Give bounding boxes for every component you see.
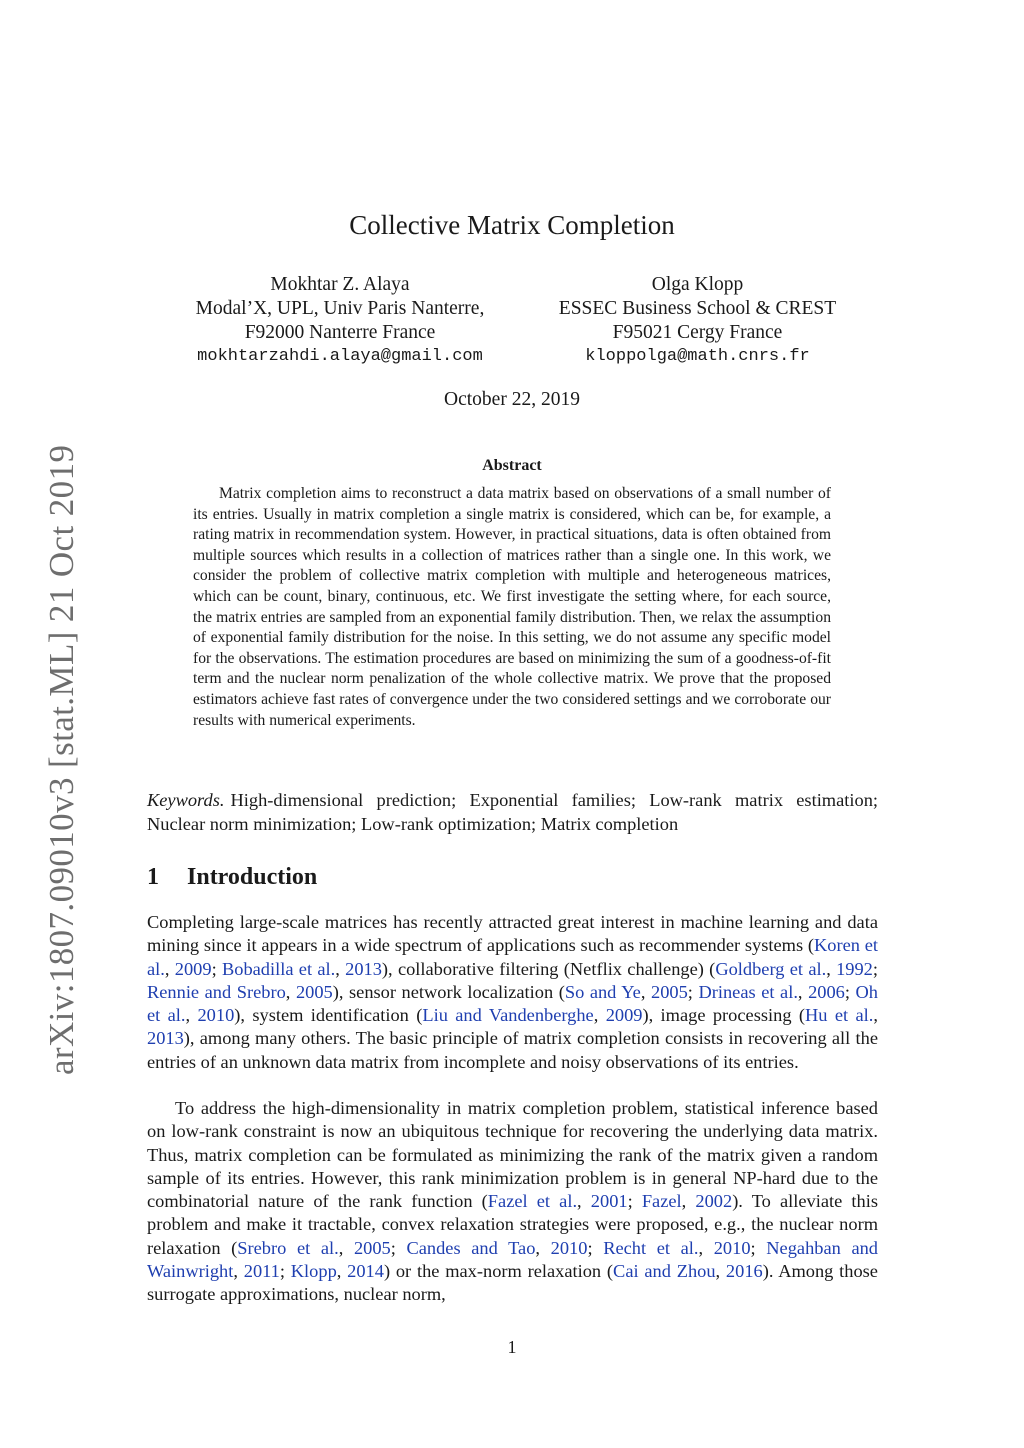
body-paragraph bbox=[147, 911, 878, 1074]
keywords-label: Keywords. bbox=[147, 790, 225, 810]
paragraph-text: ), among many others. The basic principle of matrix completion consists in recovering all the entries of an unknown data matrix from incomplete and noisy observations of its entries. bbox=[147, 1028, 878, 1072]
citation-link[interactable]: 2005 bbox=[353, 1237, 391, 1258]
paragraph-text: , bbox=[797, 981, 809, 1002]
citation-link[interactable]: 2011 bbox=[243, 1261, 280, 1282]
citation-link[interactable]: 2014 bbox=[347, 1261, 384, 1282]
citation-link[interactable]: Bobadilla et al. bbox=[221, 958, 336, 979]
section-title: Introduction bbox=[187, 864, 318, 890]
paragraph-text: To address the high-dimensionality in matrix completion problem, statistical inference based on low-rank constraint is now an ubiquitous technique for recovering the underlying data matrix. Thus, matrix completion can be formulated as minimizing the rank of the matrix given a random sample of its entries. However, this rank minimization problem is in general NP-hard due to the combinatorial nature of the rank function ( bbox=[147, 1098, 878, 1212]
paragraph-text: ; bbox=[750, 1237, 767, 1258]
paragraph-text: , bbox=[233, 1261, 244, 1282]
citation-link[interactable]: 2002 bbox=[695, 1191, 733, 1212]
citation-link[interactable]: Oh et al. bbox=[147, 981, 879, 1026]
paragraph-text: ) or the max-norm relaxation ( bbox=[383, 1261, 614, 1282]
author-name: Mokhtar Z. Alaya bbox=[270, 274, 410, 295]
citation-link[interactable]: 2013 bbox=[147, 1028, 184, 1049]
citation-link[interactable]: Rennie and Srebro bbox=[147, 981, 286, 1002]
citation-link[interactable]: Recht et al. bbox=[603, 1237, 699, 1258]
paragraph-text: ; bbox=[211, 958, 222, 979]
paragraph-text: ; bbox=[627, 1191, 642, 1212]
paragraph-text: ; bbox=[279, 1261, 291, 1282]
citation-link[interactable]: Negahban and Wainwright bbox=[147, 1237, 878, 1282]
page-number: 1 bbox=[507, 1337, 517, 1357]
paragraph-text: , bbox=[715, 1261, 726, 1282]
author-address: F92000 Nanterre France bbox=[244, 322, 436, 343]
paragraph-text: , bbox=[640, 981, 652, 1002]
citation-link[interactable]: 2013 bbox=[345, 958, 382, 979]
paragraph-text: , bbox=[336, 1261, 348, 1282]
citation-link[interactable]: Hu et al. bbox=[805, 1005, 874, 1026]
paragraph-text: ; bbox=[687, 981, 699, 1002]
author-affiliation: ESSEC Business School & CREST bbox=[558, 298, 837, 319]
paper-title: Collective Matrix Completion bbox=[349, 210, 675, 240]
paragraph-text: ), sensor network localization ( bbox=[332, 981, 565, 1002]
paragraph-text: , bbox=[164, 958, 175, 979]
paragraph-text: , bbox=[338, 1237, 354, 1258]
paragraph-text: , bbox=[185, 1005, 198, 1026]
paragraph-text: , bbox=[826, 958, 837, 979]
paragraph-text: ; bbox=[844, 981, 856, 1002]
author-email[interactable]: mokhtarzahdi.alaya@gmail.com bbox=[197, 347, 483, 366]
paragraph-text: , bbox=[535, 1237, 551, 1258]
citation-link[interactable]: 2005 bbox=[295, 981, 333, 1002]
citation-link[interactable]: Liu and Vandenberghe bbox=[422, 1005, 594, 1026]
paragraph-text: , bbox=[285, 981, 296, 1002]
citation-link[interactable]: Cai and Zhou bbox=[613, 1261, 716, 1282]
citation-link[interactable]: Goldberg et al. bbox=[715, 958, 827, 979]
keywords-text: High-dimensional prediction; Exponential families; Low-rank matrix estimation; Nuclear norm minimization; Low-rank optimization; Matrix completion bbox=[147, 790, 878, 834]
citation-link[interactable]: 2006 bbox=[808, 981, 845, 1002]
citation-link[interactable]: 2009 bbox=[174, 958, 212, 979]
author-email[interactable]: kloppolga@math.cnrs.fr bbox=[585, 347, 810, 366]
citation-link[interactable]: So and Ye bbox=[564, 981, 641, 1002]
paragraph-text: ; bbox=[872, 958, 878, 979]
citation-link[interactable]: Koren et al. bbox=[147, 935, 878, 979]
citation-link[interactable]: 2016 bbox=[725, 1261, 763, 1282]
section-number: 1 bbox=[147, 864, 159, 890]
paragraph-text: ), collaborative filtering (Netflix challenge) ( bbox=[381, 958, 716, 979]
citation-link[interactable]: Klopp bbox=[290, 1261, 337, 1282]
paragraph-text: , bbox=[873, 1005, 878, 1026]
keywords bbox=[147, 788, 878, 836]
paragraph-text: , bbox=[593, 1005, 606, 1026]
citation-link[interactable]: 2001 bbox=[590, 1191, 628, 1212]
paragraph-text: , bbox=[577, 1191, 591, 1212]
paragraph-text: ). To alleviate this problem and make it tractable, convex relaxation strategies were proposed, e.g., the nuclear norm relaxation ( bbox=[147, 1191, 878, 1258]
paragraph-text: , bbox=[681, 1191, 696, 1212]
citation-link[interactable]: Drineas et al. bbox=[698, 981, 798, 1002]
paragraph-text: , bbox=[335, 958, 346, 979]
citation-link[interactable]: 2005 bbox=[651, 981, 688, 1002]
author-block bbox=[520, 273, 875, 369]
paragraph-text: Completing large-scale matrices has recently attracted great interest in machine learning and data mining since it appears in a wide spectrum of applications such as recommender systems ( bbox=[147, 912, 878, 956]
citation-link[interactable]: 2009 bbox=[605, 1005, 643, 1026]
paragraph-text: ), image processing ( bbox=[642, 1005, 806, 1026]
author-block bbox=[160, 273, 520, 369]
paragraph-text: ). Among those surrogate approximations, nuclear norm, bbox=[147, 1261, 878, 1305]
paragraph-text: ; bbox=[587, 1237, 604, 1258]
paragraph-text: , bbox=[698, 1237, 714, 1258]
citation-link[interactable]: 2010 bbox=[550, 1237, 588, 1258]
citation-link[interactable]: Srebro et al. bbox=[237, 1237, 339, 1258]
author-address: F95021 Cergy France bbox=[612, 322, 783, 343]
citation-link[interactable]: 2010 bbox=[713, 1237, 751, 1258]
citation-link[interactable]: Fazel et al. bbox=[487, 1191, 578, 1212]
arxiv-identifier-stamp: arXiv:1807.09010v3 [stat.ML] 21 Oct 2019 bbox=[42, 444, 81, 1075]
citation-link[interactable]: 2010 bbox=[197, 1005, 235, 1026]
author-affiliation: Modal’X, UPL, Univ Paris Nanterre, bbox=[195, 298, 485, 319]
citation-link[interactable]: 1992 bbox=[836, 958, 873, 979]
paragraph-text: ), system identification ( bbox=[234, 1005, 423, 1026]
abstract-text: Matrix completion aims to reconstruct a data matrix based on observations of a small number of its entries. Usually in matrix completion a single matrix is considered, which can be, for example, a rating matrix in recommendation system. However, in practical situations, data is often obtained from multiple sources which results in a collection of matrices rather than a single one. In this work, we consider the problem of collective matrix completion with multiple and heterogeneous matrices, which can be count, binary, continuous, etc. We first investigate the setting where, for each source, the matrix entries are sampled from an exponential family distribution. Then, we relax the assumption of exponential family distribution for the noise. In this setting, we do not assume any specific model for the observations. The estimation procedures are based on minimizing the sum of a goodness-of-fit term and the nuclear norm penalization of the whole collective matrix. We prove that the proposed estimators achieve fast rates of convergence under the two considered settings and we corroborate our results with numerical experiments. bbox=[193, 485, 831, 729]
publication-date: October 22, 2019 bbox=[444, 389, 580, 410]
citation-link[interactable]: Candes and Tao bbox=[406, 1237, 536, 1258]
citation-link[interactable]: Fazel bbox=[641, 1191, 682, 1212]
author-name: Olga Klopp bbox=[651, 274, 744, 295]
body-paragraph bbox=[147, 1097, 878, 1307]
paragraph-text: ; bbox=[390, 1237, 407, 1258]
section-heading bbox=[147, 864, 317, 891]
abstract-heading: Abstract bbox=[482, 457, 542, 474]
